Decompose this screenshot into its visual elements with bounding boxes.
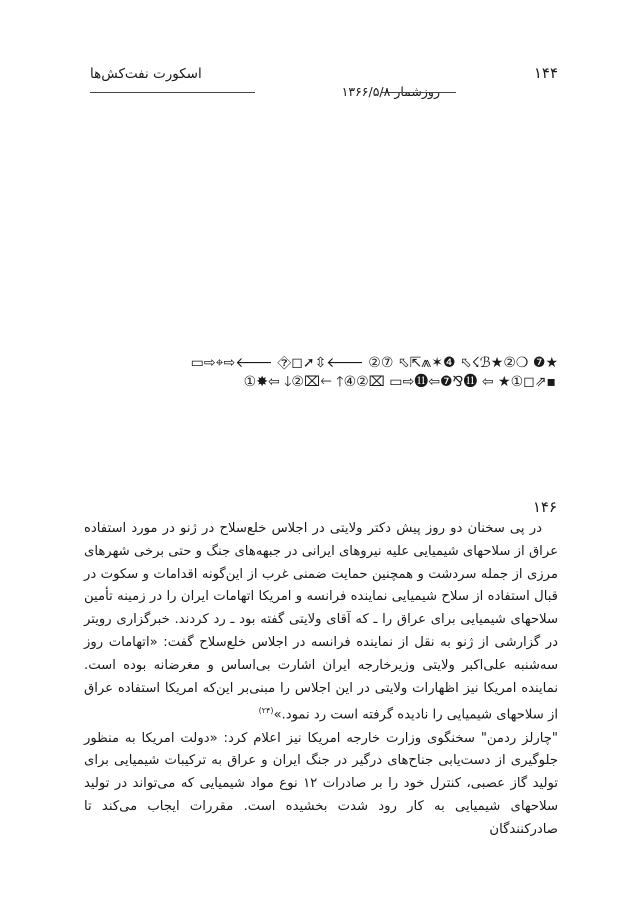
footnote-reference: (۲۴) [258, 706, 274, 716]
header-rule-left [90, 92, 255, 93]
garbled-line-2: ①✸⇦ 🡓②⌧🡐 🡑④②⌧ ▭⇨⓫⇦❼⅋⓫ ⇦ ★①◻⇗▪ [243, 374, 556, 390]
entry-body [84, 518, 558, 842]
page-header [90, 64, 558, 98]
entry-number: ۱۴۶ [532, 498, 557, 516]
garbled-symbol-block [96, 354, 558, 392]
book-title: اسکورت نفت‌کش‌ها [90, 66, 202, 82]
paragraph-1-text: در پی سخنان دو روز پیش دکتر ولایتی در اجلاس خلع‌سلاح در ژنو در مورد استفاده عراق از سلاحهای شیمیایی علیه نیروهای ایرانی در جبهه‌های جنگ و حتی برخی شهرهای مرزی از جمله سردشت و همچنین حمایت ضمنی غرب از این‌گونه اقدامات و سکوت در قبال استفاده از سلاح شیمیایی نماینده فرانسه و امریکا اتهامات ایران را در زمینه تأمین سلاحهای شیمیایی برای عراق را ـ که آقای ولایتی گفته بود ـ رد کردند. خبرگزاری رویتر در گزارشی از ژنو به نقل از نماینده فرانسه در اجلاس خلع‌سلاح گفت: «اتهامات روز سه‌شنبه علی‌اکبر ولایتی وزیرخارجه ایران اشارت بی‌اساس و مغرضانه بوده است. نماینده امریکا نیز اظهارات ولایتی در این اجلاس را مبنی‌بر این‌که امریکا استفاده عراق از سلاحهای شیمیایی را نادیده گرفته است رد نمود.» [84, 521, 558, 723]
page-number: ۱۴۴ [533, 64, 558, 82]
diary-date: روزشمار ۱۳۶۶/۵/۸ [341, 84, 440, 99]
paragraph-2: "چارلز ردمن" سخنگوی وزارت خارجه امریکا نیز اعلام کرد: «دولت امریکا به منظور جلوگیری از دست‌یابی جناح‌های درگیر در جنگ ایران و عراق به ترکیبات شیمیایی برای تولید گاز عصبی، کنترل خود را بر صادرات ۱۲ نوع مواد شیمیایی که می‌تواند در تولید سلاحهای شیمیایی به کار رود شدت بخشیده است. مقررات ایجاب می‌کند تا صادرکنندگان [84, 730, 558, 837]
header-rule-right [382, 92, 456, 93]
garbled-line-1: ▭⇨⌖⇨🡐 ⯑◻➚⇳🡐 ②⑦ ⬁⇱⩕✶❹ ⬁☇ℬ★②❍ ❼★ [190, 355, 558, 371]
paragraph-1 [84, 518, 558, 728]
